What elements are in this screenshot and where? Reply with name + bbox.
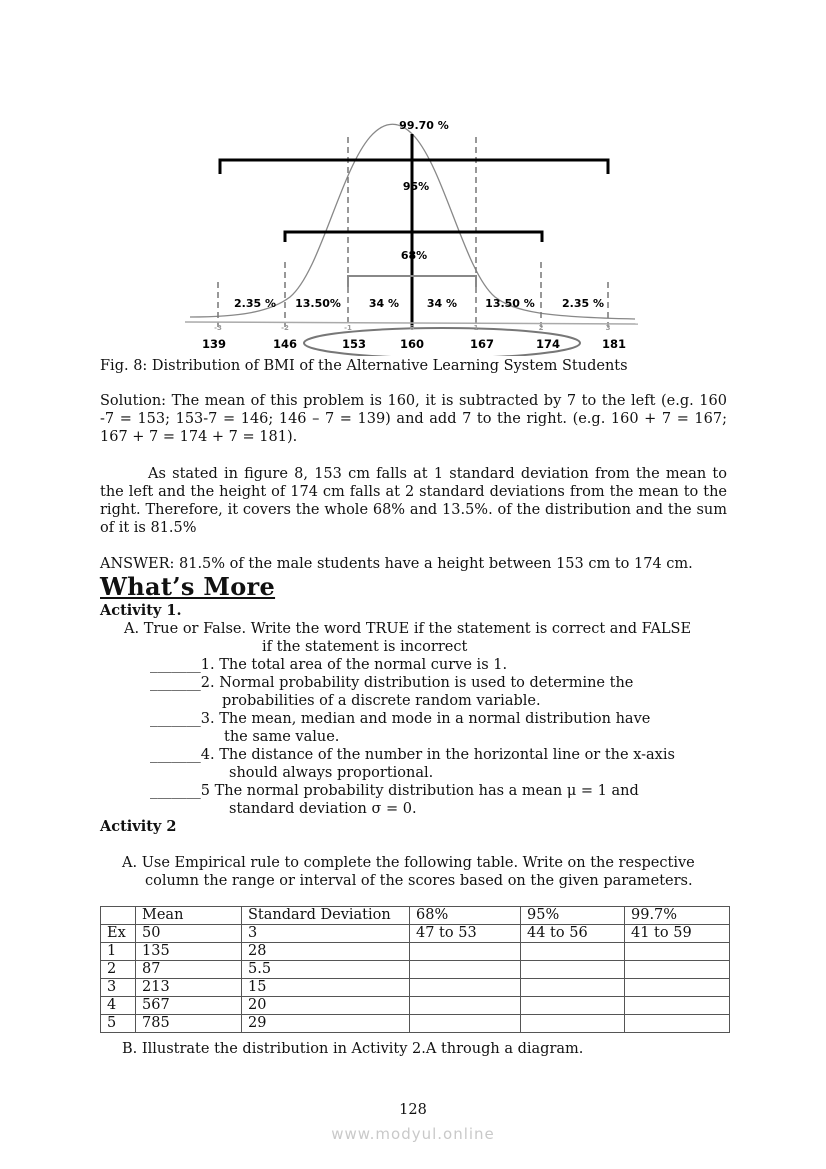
region-label: 2.35 % xyxy=(562,297,604,310)
tf-item-3: _______3. The mean, median and mode in a normal distribution have xyxy=(150,711,651,727)
activity2-item-b: B. Illustrate the distribution in Activity 2.A through a diagram. xyxy=(122,1041,584,1057)
region-label: 2.35 % xyxy=(234,297,276,310)
table-cell: 29 xyxy=(242,1015,410,1033)
tf-item-4-cont: should always proportional. xyxy=(229,765,434,781)
section-heading: What’s More xyxy=(100,572,276,601)
table-cell: Ex xyxy=(101,925,136,943)
table-cell: 1 xyxy=(101,943,136,961)
tf-item-4: _______4. The distance of the number in the horizontal line or the x-axis xyxy=(150,747,675,763)
tf-item-5-cont: standard deviation σ = 0. xyxy=(229,801,417,817)
table-cell: 3 xyxy=(242,925,410,943)
label-68: 68% xyxy=(400,249,428,262)
table-cell xyxy=(625,979,730,997)
region-label: 34 % xyxy=(368,297,400,310)
table-header xyxy=(101,907,136,925)
table-cell xyxy=(410,997,521,1015)
tf-item-5: _______5 The normal probability distribution has a mean μ = 1 and xyxy=(150,783,639,799)
table-cell xyxy=(521,1015,625,1033)
table-header: Standard Deviation xyxy=(242,907,410,925)
table-cell: 135 xyxy=(136,943,242,961)
x-label: 181 xyxy=(601,337,627,351)
table-header: Mean xyxy=(136,907,242,925)
table-header-row xyxy=(101,907,730,925)
table-cell xyxy=(625,1015,730,1033)
x-label: 174 xyxy=(535,337,561,351)
explanation-paragraph: As stated in figure 8, 153 cm falls at 1 standard deviation from the mean to the left and the height of 174 cm falls at 2 standard deviations from the mean to the right. Therefore, it covers the whole 68% and 13.5%. of the distribution and the sum of it is 81.5% xyxy=(100,466,727,536)
sigma-labels xyxy=(214,324,610,332)
page-number: 128 xyxy=(399,1102,427,1118)
table-row xyxy=(101,943,730,961)
table-cell xyxy=(410,1015,521,1033)
table-cell: 4 xyxy=(101,997,136,1015)
x-label: 160 xyxy=(399,337,425,351)
sigma-label: -3 xyxy=(214,324,222,332)
activity2-title: Activity 2 xyxy=(100,818,177,835)
activity1-instruction-cont: if the statement is incorrect xyxy=(262,639,468,655)
table-cell xyxy=(410,943,521,961)
table-cell: 213 xyxy=(136,979,242,997)
table-cell: 2 xyxy=(101,961,136,979)
table-cell: 87 xyxy=(136,961,242,979)
table-cell: 47 to 53 xyxy=(410,925,521,943)
table-row xyxy=(101,979,730,997)
table-cell: 28 xyxy=(242,943,410,961)
solution-text: Solution: The mean of this problem is 160, it is subtracted by 7 to the left (e.g. 160 -7 = 153; 153-7 = 146; 146 – 7 = 139) and add 7 to the right. (e.g. 160 + 7 = 167; 167 + 7 = 174 + 7 = 181). xyxy=(100,393,727,445)
table-cell: 3 xyxy=(101,979,136,997)
table-row xyxy=(101,961,730,979)
activity2-instruction-cont: column the range or interval of the scores based on the given parameters. xyxy=(145,873,693,889)
table-cell: 50 xyxy=(136,925,242,943)
table-cell: 20 xyxy=(242,997,410,1015)
sigma-label: -1 xyxy=(344,324,352,332)
sigma-label: 2 xyxy=(538,324,544,332)
table-cell: 15 xyxy=(242,979,410,997)
label-95: 95% xyxy=(402,180,430,193)
table-cell xyxy=(521,997,625,1015)
table-header: 68% xyxy=(410,907,521,925)
region-label: 13.50 % xyxy=(485,297,535,310)
x-labels xyxy=(202,337,626,351)
watermark: www.modyul.online xyxy=(331,1125,495,1143)
tf-item-2: _______2. Normal probability distribution is used to determine the xyxy=(150,675,634,691)
table-header: 99.7% xyxy=(625,907,730,925)
table-cell xyxy=(521,961,625,979)
region-label: 13.50% xyxy=(295,297,341,310)
tf-item-3-cont: the same value. xyxy=(224,729,340,745)
answer-text: ANSWER: 81.5% of the male students have a height between 153 cm to 174 cm. xyxy=(100,556,693,572)
normal-distribution-figure xyxy=(180,112,640,356)
table-cell: 44 to 56 xyxy=(521,925,625,943)
activity1-title: Activity 1. xyxy=(100,602,182,619)
empirical-rule-table xyxy=(100,906,730,1033)
table-cell xyxy=(625,961,730,979)
table-cell: 567 xyxy=(136,997,242,1015)
sigma-label: 3 xyxy=(605,324,611,332)
table-cell xyxy=(625,943,730,961)
table-row xyxy=(101,997,730,1015)
sigma-label: -2 xyxy=(281,324,289,332)
table-cell: 5.5 xyxy=(242,961,410,979)
table-cell xyxy=(410,961,521,979)
tf-item-2-cont: probabilities of a discrete random variable. xyxy=(222,693,541,709)
activity2-instruction: A. Use Empirical rule to complete the following table. Write on the respective xyxy=(122,855,695,871)
table-header: 95% xyxy=(521,907,625,925)
sigma-label: 1 xyxy=(473,324,479,332)
tf-item-1: _______1. The total area of the normal curve is 1. xyxy=(150,657,508,673)
table-cell xyxy=(625,997,730,1015)
x-label: 167 xyxy=(469,337,495,351)
activity1-instruction: A. True or False. Write the word TRUE if the statement is correct and FALSE xyxy=(124,621,692,637)
x-label: 139 xyxy=(201,337,227,351)
table-cell xyxy=(521,979,625,997)
region-label: 34 % xyxy=(426,297,458,310)
table-cell xyxy=(521,943,625,961)
table-row xyxy=(101,1015,730,1033)
table-cell: 41 to 59 xyxy=(625,925,730,943)
x-label: 146 xyxy=(272,337,298,351)
label-997: 99.70 % xyxy=(399,119,449,132)
figure-caption: Fig. 8: Distribution of BMI of the Alternative Learning System Students xyxy=(100,358,628,374)
x-label: 153 xyxy=(341,337,367,351)
table-cell xyxy=(410,979,521,997)
bracket-997 xyxy=(220,160,608,174)
table-row xyxy=(101,925,730,943)
table-cell: 5 xyxy=(101,1015,136,1033)
sigma-label: 0 xyxy=(409,324,415,332)
table-cell: 785 xyxy=(136,1015,242,1033)
